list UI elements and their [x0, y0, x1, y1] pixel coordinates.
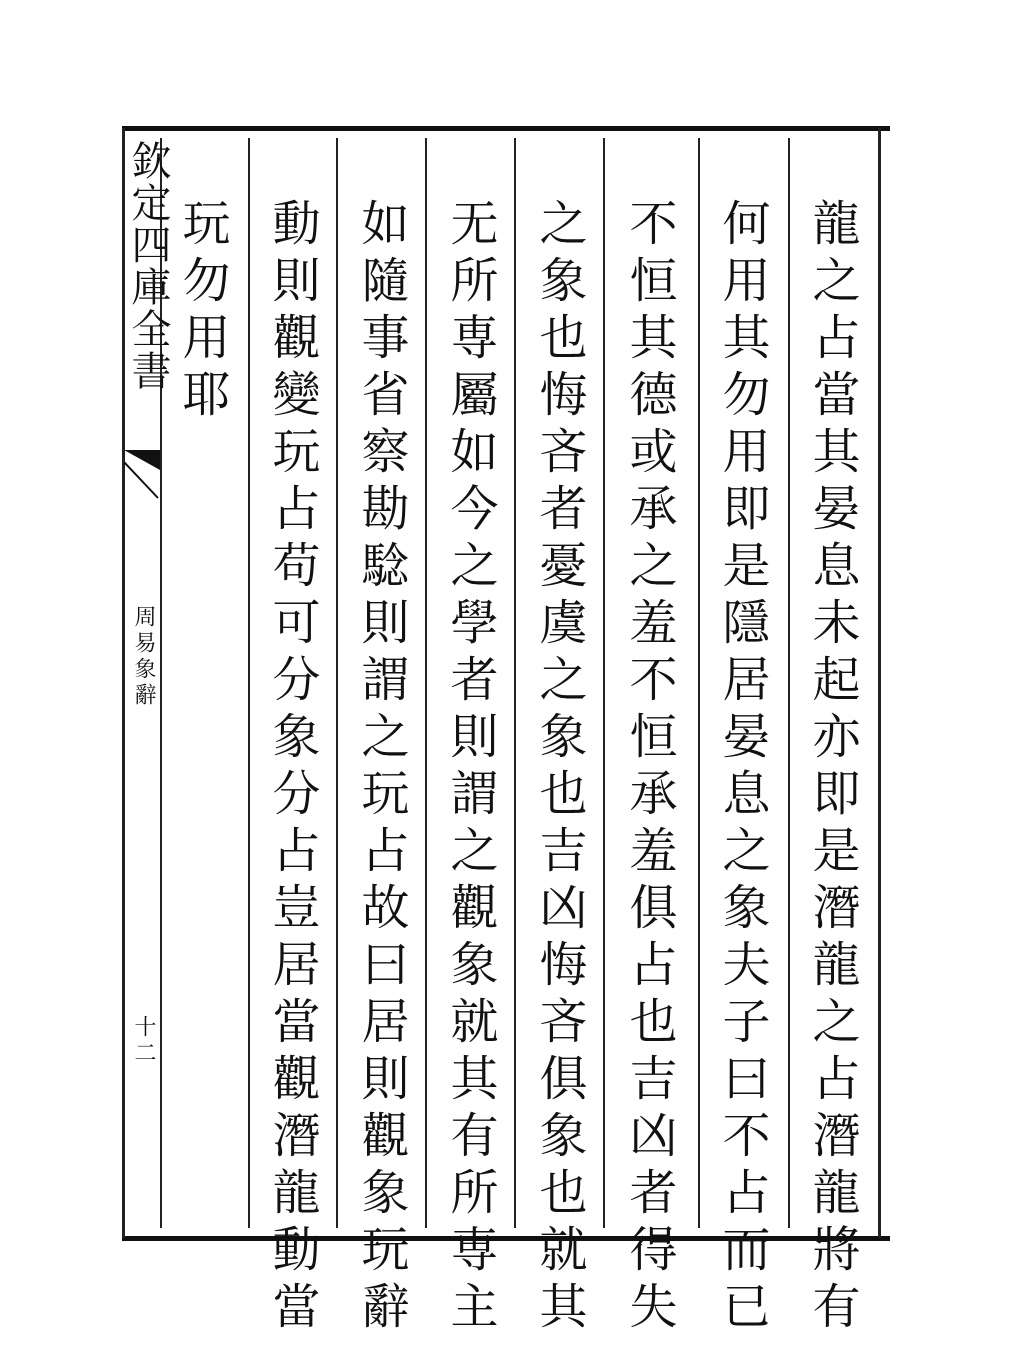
- page-number: 十二: [131, 1015, 156, 1067]
- fishtail-mark-icon: [124, 450, 160, 500]
- column-divider: [336, 138, 338, 1228]
- column-divider: [788, 138, 790, 1228]
- right-border-rule: [878, 128, 881, 1238]
- series-title: 欽定四庫全書: [125, 140, 171, 392]
- book-title: 周易象辭: [131, 605, 156, 709]
- column-divider: [248, 138, 250, 1228]
- text-column-8: 玩勿用耶: [174, 198, 230, 426]
- top-border-rule: [122, 126, 890, 131]
- text-column-6: 如隨事省察勘騐則謂之玩占故曰居則觀象玩辭: [353, 198, 409, 1338]
- column-divider: [603, 138, 605, 1228]
- text-column-3: 不恒其德或承之羞不恒承羞俱占也吉凶者得失: [621, 198, 677, 1338]
- text-column-1: 龍之占當其晏息未起亦即是潛龍之占潛龍將有: [804, 198, 860, 1338]
- text-column-2: 何用其勿用即是隱居晏息之象夫子曰不占而已: [714, 198, 770, 1338]
- text-column-5: 无所専屬如今之學者則謂之觀象就其有所専主: [442, 198, 498, 1338]
- column-divider: [698, 138, 700, 1228]
- text-column-7: 動則觀變玩占苟可分象分占豈居當觀潛龍動當: [264, 198, 320, 1338]
- text-column-4: 之象也悔吝者憂虞之象也吉凶悔吝俱象也就其: [531, 198, 587, 1338]
- column-divider: [425, 138, 427, 1228]
- bottom-border-rule: [122, 1236, 890, 1241]
- column-divider: [514, 138, 516, 1228]
